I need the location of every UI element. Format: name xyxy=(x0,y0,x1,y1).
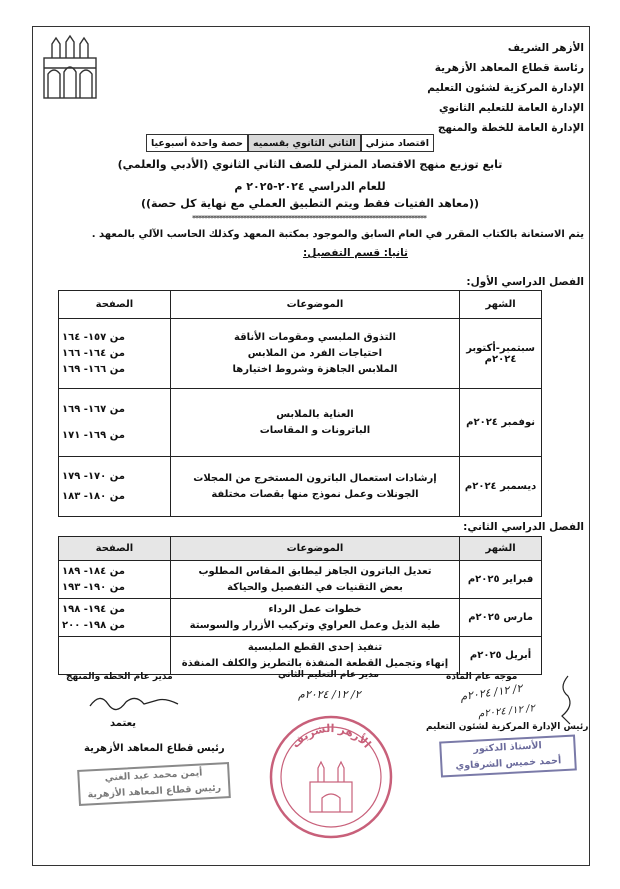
topic-line: الملابس الجاهزة وشروط اختيارها xyxy=(232,363,398,375)
pages-cell xyxy=(59,319,171,389)
topics-cell xyxy=(170,319,459,389)
page-range: من ١٩٠- ١٩٣ xyxy=(62,581,125,593)
topic-line: تنفيذ إحدى القطع الملبسية xyxy=(247,641,383,653)
month-cell: نوفمبر ٢٠٢٤م xyxy=(460,389,542,457)
page-range: من ١٦٧- ١٦٩ xyxy=(62,403,125,415)
sector-head-signature-title: رئيس قطاع المعاهد الأزهرية xyxy=(84,743,225,754)
topic-line: إرشادات استعمال الباترون المستخرج من المجلات xyxy=(193,472,437,484)
topics-cell xyxy=(170,457,459,517)
table-row xyxy=(59,599,542,637)
margin-signature-icon xyxy=(556,672,576,728)
subject-tags xyxy=(150,134,434,152)
intro-text: يتم الاستعانة بالكتاب المقرر في العام السابق والموجود بمكتبة المعهد وكذلك الحاسب الآلي بالمعهد . xyxy=(91,229,584,240)
page-range: من ١٧٠- ١٧٩ xyxy=(62,470,125,482)
pages-header: الصفحة xyxy=(59,291,171,319)
page-range: من ١٦٤- ١٦٦ xyxy=(62,347,125,359)
topic-line: خطوات عمل الرداء xyxy=(268,603,362,615)
supervisor-signature-title: موجه عام المادة xyxy=(446,672,518,682)
pages-cell xyxy=(59,637,171,675)
pages-cell xyxy=(59,599,171,637)
table-row xyxy=(59,637,542,675)
subject-tag: اقتصاد منزلي xyxy=(361,134,434,152)
periods-tag: حصة واحدة أسبوعيا xyxy=(146,134,248,152)
stars-divider: ****************************************************************************** xyxy=(192,214,426,223)
pages-cell xyxy=(59,457,171,517)
topic-line: التذوق الملبسي ومقومات الأناقة xyxy=(234,331,396,343)
topics-cell xyxy=(170,637,459,675)
central-head-stamp xyxy=(439,734,577,777)
page-range: من ١٩٤- ١٩٨ xyxy=(62,603,125,615)
page-range: من ١٦٦- ١٦٩ xyxy=(62,363,125,375)
page-range: من ١٨٤- ١٨٩ xyxy=(62,565,125,577)
stamp-line: أحمد خميس الشرقاوي xyxy=(455,755,562,772)
term2-label: الفصل الدراسي الثاني: xyxy=(463,521,584,533)
supervisor-handwriting: ٢/ ١٢/ ٢٠٢٤م xyxy=(459,681,524,704)
seal-text: الأزهر الشريف xyxy=(288,721,374,751)
official-seal-icon xyxy=(266,712,396,842)
note-line: ((معاهد الفتيات فقط ويتم التطبيق العملي مع نهاية كل حصة)) xyxy=(140,197,480,210)
term1-table xyxy=(58,290,542,517)
topic-line: تعديل الباترون الجاهز ليطابق المقاس المطلوب xyxy=(198,565,432,577)
month-header: الشهر xyxy=(460,291,542,319)
al-azhar-logo-icon xyxy=(38,34,102,104)
month-cell: مارس ٢٠٢٥م xyxy=(460,599,542,637)
page-range: من ١٦٩- ١٧١ xyxy=(62,429,125,441)
pages-cell xyxy=(59,561,171,599)
topic-line: احتياجات الفرد من الملابس xyxy=(247,347,383,359)
pages-header: الصفحة xyxy=(59,537,171,561)
stamp-line: أيمن محمد عبد الغني xyxy=(104,767,203,784)
approve-label: يعتمد xyxy=(110,718,136,729)
term2-table xyxy=(58,536,542,675)
month-cell: أبريل ٢٠٢٥م xyxy=(460,637,542,675)
plan-director-signature-title: مدير عام الخطة والمنهج xyxy=(66,672,173,682)
page-range: من ١٥٧- ١٦٤ xyxy=(62,331,125,343)
grade-tag: الثاني الثانوي بقسميه xyxy=(248,134,361,152)
table-row xyxy=(59,319,542,389)
topics-header: الموضوعات xyxy=(170,537,459,561)
header-line: الإدارة المركزية لشئون التعليم xyxy=(427,82,584,94)
topics-cell xyxy=(170,599,459,637)
topic-line: الباترونات و المقاسات xyxy=(259,424,371,436)
central-handwriting: ٢/ ١٢/ ٢٠٢٤م xyxy=(477,703,536,720)
header-line: رئاسة قطاع المعاهد الأزهرية xyxy=(434,62,584,74)
topic-line: العناية بالملابس xyxy=(276,408,354,420)
header-line: الإدارة العامة للخطة والمنهج xyxy=(437,122,584,134)
month-cell: ديسمبر ٢٠٢٤م xyxy=(460,457,542,517)
header-line: الأزهر الشريف xyxy=(507,42,584,54)
secondary-director-handwriting: ٢/ ١٢/ ٢٠٢٤م xyxy=(298,688,361,701)
topic-line: بعض التقنيات في التفصيل والحياكة xyxy=(227,581,403,593)
plan-director-signature-icon xyxy=(86,688,182,714)
topics-header: الموضوعات xyxy=(170,291,459,319)
month-header: الشهر xyxy=(460,537,542,561)
topics-cell xyxy=(170,561,459,599)
pages-cell xyxy=(59,389,171,457)
page-range: من ١٨٠- ١٨٣ xyxy=(62,490,125,502)
topic-line: طية الذيل وعمل العراوي وتركيب الأزرار والسوستة xyxy=(189,619,441,631)
secondary-director-signature-title: مدير عام التعليم الثاني xyxy=(278,670,379,680)
stamp-line: رئيس قطاع المعاهد الأزهرية xyxy=(87,782,222,801)
page-range: من ١٩٨- ٢٠٠ xyxy=(62,619,125,631)
table-row xyxy=(59,561,542,599)
topic-line: الجونلات وعمل نموذج منها بقصات مختلفة xyxy=(211,488,419,500)
table-row xyxy=(59,457,542,517)
month-cell: فبراير ٢٠٢٥م xyxy=(460,561,542,599)
header-block xyxy=(427,38,584,138)
term1-label: الفصل الدراسي الأول: xyxy=(466,276,584,288)
central-head-signature-title: رئيس الإدارة المركزية لشئون التعليم xyxy=(426,722,589,732)
month-cell: سبتمبر-أكتوبر ٢٠٢٤م xyxy=(460,319,542,389)
topics-cell xyxy=(170,389,459,457)
header-line: الإدارة العامة للتعليم الثانوي xyxy=(438,102,584,114)
topic-line: إنهاء وتجميل القطعة المنفذة بالتطريز والكلف المنفذة xyxy=(181,657,449,669)
table-row xyxy=(59,389,542,457)
academic-year: للعام الدراسي ٢٠٢٤-٢٠٢٥ م xyxy=(234,180,386,193)
document-title: تابع توزيع منهج الاقتصاد المنزلي للصف الثاني الثانوي (الأدبي والعلمي) xyxy=(117,158,503,171)
stamp-line: الأستاذ الدكتور xyxy=(473,740,543,755)
section-title: ثانيا: قسم التفصيل: xyxy=(303,247,408,259)
